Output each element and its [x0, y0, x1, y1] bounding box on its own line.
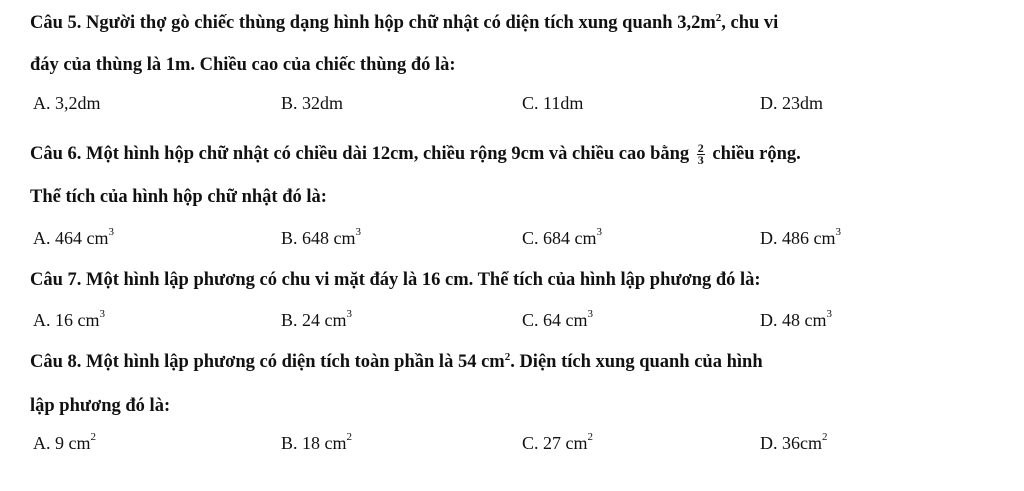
- superscript: 2: [715, 12, 722, 24]
- question-8-text: Câu 8. Một hình lập phương có diện tích toàn phần là 54 cm: [30, 352, 505, 373]
- q5-option-d: D. 23dm: [760, 93, 823, 113]
- question-6-line-2: Thể tích của hình hộp chữ nhật đó là:: [30, 187, 327, 207]
- fraction-denominator: 3: [697, 153, 704, 167]
- q5-option-a: A. 3,2dm: [33, 93, 101, 113]
- question-6-line-1: [30, 143, 801, 166]
- q6-option-a: A. 464 $cm^3$: [33, 226, 114, 248]
- q5-option-b: B. 32dm: [281, 93, 344, 113]
- q7-option-b: B. 24 $cm^3$: [281, 308, 352, 330]
- q5-option-c: C. 11dm: [522, 93, 584, 113]
- question-5-line-1: [30, 12, 778, 34]
- q7-option-d: D. 48 $cm^3$: [760, 308, 832, 330]
- question-6-text: Câu 6. Một hình hộp chữ nhật có chiều dài 12cm, chiều rộng 9cm và chiều cao bằng: [30, 143, 690, 164]
- question-5-line-2: đáy của thùng là 1m. Chiều cao của chiếc thùng đó là:: [30, 55, 456, 75]
- question-5-text: Câu 5. Người thợ gò chiếc thùng dạng hình hộp chữ nhật có diện tích xung quanh 3,2m: [30, 13, 716, 34]
- q8-option-c: C. 27 $cm^2$: [522, 431, 593, 453]
- question-8-text-end: . Diện tích xung quanh của hình: [510, 352, 763, 373]
- question-8-line-2: lập phương đó là:: [30, 396, 171, 416]
- question-8-line-1: [30, 351, 763, 373]
- fraction: [697, 143, 705, 166]
- question-7-line-1: Câu 7. Một hình lập phương có chu vi mặt đáy là 16 cm. Thể tích của hình lập phương đó là:: [30, 270, 761, 290]
- q8-option-b: B. 18 $cm^2$: [281, 431, 352, 453]
- superscript: 2: [504, 351, 511, 363]
- fraction-numerator: 2: [697, 141, 704, 155]
- question-6-text-end: chiều rộng.: [712, 143, 801, 164]
- question-5-text-end: , chu vi: [721, 13, 779, 34]
- q8-option-d: D. $36cm^2$: [760, 431, 828, 453]
- q8-option-a: A. 9 $cm^2$: [33, 431, 96, 453]
- q6-option-b: B. 648 $cm^3$: [281, 226, 361, 248]
- q7-option-a: A. 16 $cm^3$: [33, 308, 105, 330]
- q6-option-c: C. 684 $cm^3$: [522, 226, 602, 248]
- q7-option-c: C. 64 $cm^3$: [522, 308, 593, 330]
- q6-option-d: D. 486 $cm^3$: [760, 226, 841, 248]
